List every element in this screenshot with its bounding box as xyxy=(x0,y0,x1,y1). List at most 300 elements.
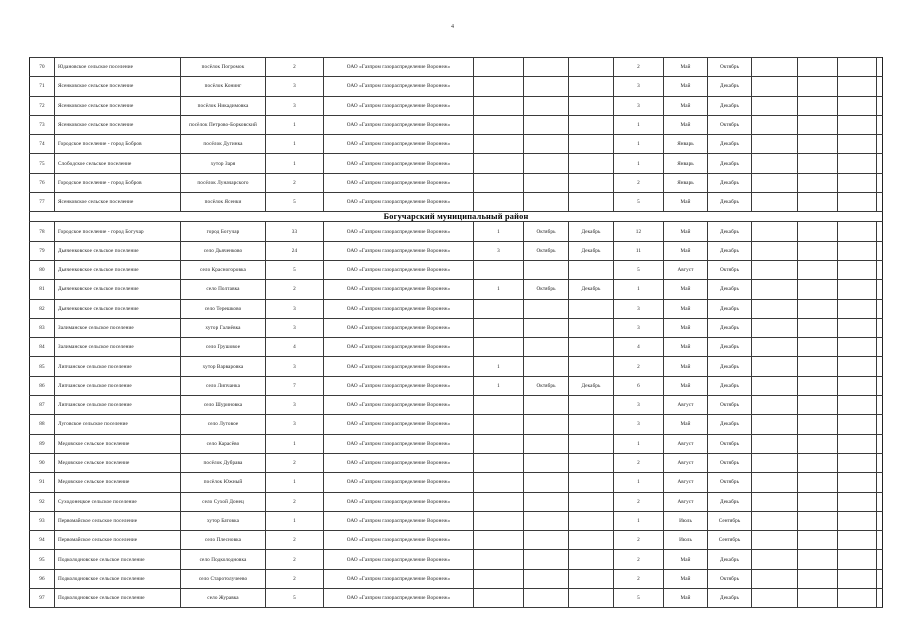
stage1-start-cell xyxy=(524,77,569,96)
stage2-end-cell: Октябрь xyxy=(708,58,752,77)
operator-cell: ОАО «Газпром газораспределение Воронеж» xyxy=(324,473,474,492)
stage1-count-cell xyxy=(474,396,524,415)
total-count-cell: 2 xyxy=(266,492,324,511)
extra-cell-3 xyxy=(838,589,877,608)
settlement-cell: Подколодновское сельское поселение xyxy=(55,589,181,608)
operator-cell: ОАО «Газпром газораспределение Воронеж» xyxy=(324,357,474,376)
settlement-cell: Дьяченковское сельское поселение xyxy=(55,280,181,299)
stage2-start-cell: Август xyxy=(664,453,708,472)
table-row xyxy=(30,338,883,357)
table-row xyxy=(30,280,883,299)
total-count-cell: 5 xyxy=(266,260,324,279)
extra-cell-1 xyxy=(752,193,798,212)
settlement-cell: Залиманское сельское поселение xyxy=(55,338,181,357)
locality-cell: село Липчанка xyxy=(181,376,266,395)
locality-cell: село Старотолучеево xyxy=(181,569,266,588)
stage2-count-cell: 3 xyxy=(614,299,664,318)
stage2-start-cell: Май xyxy=(664,58,708,77)
stage2-end-cell: Декабрь xyxy=(708,299,752,318)
extra-cell-1 xyxy=(752,434,798,453)
stage2-end-cell: Декабрь xyxy=(708,96,752,115)
stage2-start-cell: Август xyxy=(664,492,708,511)
extra-cell-4 xyxy=(877,115,883,134)
stage1-end-cell xyxy=(569,96,614,115)
extra-cell-3 xyxy=(838,241,877,260)
total-count-cell: 3 xyxy=(266,299,324,318)
total-count-cell: 33 xyxy=(266,222,324,241)
stage1-count-cell xyxy=(474,511,524,530)
extra-cell-4 xyxy=(877,511,883,530)
operator-cell: ОАО «Газпром газораспределение Воронеж» xyxy=(324,135,474,154)
row-number: 91 xyxy=(30,473,55,492)
stage1-count-cell xyxy=(474,173,524,192)
extra-cell-3 xyxy=(838,96,877,115)
stage2-end-cell: Октябрь xyxy=(708,396,752,415)
settlement-cell: Залиманское сельское поселение xyxy=(55,318,181,337)
row-number: 97 xyxy=(30,589,55,608)
row-number: 93 xyxy=(30,511,55,530)
table-row xyxy=(30,96,883,115)
locality-cell: село Дьяченково xyxy=(181,241,266,260)
extra-cell-3 xyxy=(838,58,877,77)
settlement-cell: Городское поселение - город Бобров xyxy=(55,173,181,192)
stage2-count-cell: 1 xyxy=(614,280,664,299)
extra-cell-1 xyxy=(752,357,798,376)
stage2-count-cell: 3 xyxy=(614,96,664,115)
total-count-cell: 1 xyxy=(266,511,324,530)
stage2-start-cell: Май xyxy=(664,376,708,395)
extra-cell-4 xyxy=(877,396,883,415)
stage1-start-cell xyxy=(524,550,569,569)
stage1-count-cell xyxy=(474,473,524,492)
settlement-cell: Юдановское сельское поселение xyxy=(55,58,181,77)
stage1-start-cell xyxy=(524,299,569,318)
stage2-count-cell: 1 xyxy=(614,115,664,134)
row-number: 75 xyxy=(30,154,55,173)
row-number: 85 xyxy=(30,357,55,376)
row-number: 95 xyxy=(30,550,55,569)
stage1-start-cell: Октябрь xyxy=(524,241,569,260)
total-count-cell: 2 xyxy=(266,58,324,77)
row-number: 86 xyxy=(30,376,55,395)
extra-cell-3 xyxy=(838,550,877,569)
locality-cell: посёлок Дубрава xyxy=(181,453,266,472)
extra-cell-1 xyxy=(752,511,798,530)
locality-cell: хутор Батовка xyxy=(181,511,266,530)
extra-cell-3 xyxy=(838,376,877,395)
operator-cell: ОАО «Газпром газораспределение Воронеж» xyxy=(324,569,474,588)
operator-cell: ОАО «Газпром газораспределение Воронеж» xyxy=(324,241,474,260)
row-number: 92 xyxy=(30,492,55,511)
extra-cell-2 xyxy=(798,318,838,337)
extra-cell-4 xyxy=(877,154,883,173)
extra-cell-2 xyxy=(798,338,838,357)
table-row xyxy=(30,260,883,279)
extra-cell-3 xyxy=(838,357,877,376)
stage1-count-cell xyxy=(474,589,524,608)
total-count-cell: 5 xyxy=(266,193,324,212)
settlement-cell: Липчанское сельское поселение xyxy=(55,357,181,376)
extra-cell-2 xyxy=(798,115,838,134)
stage2-start-cell: Август xyxy=(664,434,708,453)
stage1-start-cell xyxy=(524,473,569,492)
stage2-end-cell: Декабрь xyxy=(708,154,752,173)
table-row xyxy=(30,154,883,173)
extra-cell-4 xyxy=(877,492,883,511)
row-number: 79 xyxy=(30,241,55,260)
table-row xyxy=(30,453,883,472)
table-row xyxy=(30,357,883,376)
operator-cell: ОАО «Газпром газораспределение Воронеж» xyxy=(324,589,474,608)
extra-cell-3 xyxy=(838,193,877,212)
locality-cell: село Грушовое xyxy=(181,338,266,357)
stage1-count-cell xyxy=(474,299,524,318)
extra-cell-1 xyxy=(752,299,798,318)
extra-cell-1 xyxy=(752,550,798,569)
row-number: 88 xyxy=(30,415,55,434)
total-count-cell: 2 xyxy=(266,531,324,550)
settlement-cell: Липчанское сельское поселение xyxy=(55,396,181,415)
stage2-end-cell: Декабрь xyxy=(708,135,752,154)
stage1-end-cell xyxy=(569,193,614,212)
total-count-cell: 1 xyxy=(266,115,324,134)
stage2-count-cell: 6 xyxy=(614,376,664,395)
locality-cell: хутор Варваровка xyxy=(181,357,266,376)
stage1-count-cell xyxy=(474,77,524,96)
extra-cell-2 xyxy=(798,376,838,395)
extra-cell-1 xyxy=(752,154,798,173)
stage2-end-cell: Октябрь xyxy=(708,434,752,453)
stage1-end-cell xyxy=(569,173,614,192)
extra-cell-4 xyxy=(877,241,883,260)
extra-cell-4 xyxy=(877,357,883,376)
extra-cell-3 xyxy=(838,511,877,530)
total-count-cell: 7 xyxy=(266,376,324,395)
locality-cell: село Плесновка xyxy=(181,531,266,550)
stage2-start-cell: Август xyxy=(664,396,708,415)
stage1-count-cell: 1 xyxy=(474,222,524,241)
table-row xyxy=(30,550,883,569)
table-row xyxy=(30,589,883,608)
extra-cell-2 xyxy=(798,492,838,511)
stage2-count-cell: 11 xyxy=(614,241,664,260)
stage2-start-cell: Май xyxy=(664,193,708,212)
operator-cell: ОАО «Газпром газораспределение Воронеж» xyxy=(324,434,474,453)
extra-cell-4 xyxy=(877,473,883,492)
extra-cell-1 xyxy=(752,415,798,434)
stage1-count-cell xyxy=(474,453,524,472)
stage1-count-cell xyxy=(474,135,524,154)
stage2-count-cell: 1 xyxy=(614,511,664,530)
stage2-count-cell: 2 xyxy=(614,453,664,472)
extra-cell-2 xyxy=(798,550,838,569)
stage2-count-cell: 2 xyxy=(614,531,664,550)
operator-cell: ОАО «Газпром газораспределение Воронеж» xyxy=(324,338,474,357)
row-number: 80 xyxy=(30,260,55,279)
stage1-end-cell xyxy=(569,318,614,337)
extra-cell-1 xyxy=(752,492,798,511)
stage1-end-cell xyxy=(569,511,614,530)
stage1-count-cell: 1 xyxy=(474,376,524,395)
stage2-end-cell: Декабрь xyxy=(708,589,752,608)
stage1-start-cell xyxy=(524,154,569,173)
extra-cell-1 xyxy=(752,260,798,279)
row-number: 70 xyxy=(30,58,55,77)
stage2-start-cell: Май xyxy=(664,77,708,96)
stage2-start-cell: Май xyxy=(664,550,708,569)
total-count-cell: 1 xyxy=(266,135,324,154)
extra-cell-1 xyxy=(752,338,798,357)
extra-cell-2 xyxy=(798,58,838,77)
extra-cell-3 xyxy=(838,280,877,299)
settlement-cell: Ясенковское сельское поселение xyxy=(55,115,181,134)
extra-cell-1 xyxy=(752,241,798,260)
stage2-count-cell: 12 xyxy=(614,222,664,241)
stage1-end-cell xyxy=(569,492,614,511)
stage1-start-cell xyxy=(524,492,569,511)
stage2-start-cell: Май xyxy=(664,280,708,299)
settlement-cell: Медовское сельское поселение xyxy=(55,473,181,492)
operator-cell: ОАО «Газпром газораспределение Воронеж» xyxy=(324,96,474,115)
stage1-start-cell xyxy=(524,318,569,337)
total-count-cell: 2 xyxy=(266,173,324,192)
locality-cell: село Шуриновка xyxy=(181,396,266,415)
extra-cell-2 xyxy=(798,193,838,212)
extra-cell-1 xyxy=(752,453,798,472)
table-row xyxy=(30,434,883,453)
extra-cell-3 xyxy=(838,473,877,492)
operator-cell: ОАО «Газпром газораспределение Воронеж» xyxy=(324,453,474,472)
stage1-end-cell: Декабрь xyxy=(569,280,614,299)
settlement-cell: Медовское сельское поселение xyxy=(55,434,181,453)
table-row xyxy=(30,193,883,212)
locality-cell: посёлок Южный xyxy=(181,473,266,492)
settlement-cell: Первомайское сельское поселение xyxy=(55,511,181,530)
locality-cell: посёлок Петрово-Борковский xyxy=(181,115,266,134)
settlement-cell: Подколодновское сельское поселение xyxy=(55,569,181,588)
locality-cell: село Красногоровка xyxy=(181,260,266,279)
row-number: 72 xyxy=(30,96,55,115)
locality-cell: село Карасёво xyxy=(181,434,266,453)
extra-cell-3 xyxy=(838,569,877,588)
extra-cell-3 xyxy=(838,154,877,173)
stage1-end-cell xyxy=(569,154,614,173)
row-number: 94 xyxy=(30,531,55,550)
extra-cell-3 xyxy=(838,115,877,134)
stage1-end-cell xyxy=(569,415,614,434)
stage2-start-cell: Май xyxy=(664,222,708,241)
stage2-start-cell: Май xyxy=(664,241,708,260)
table-row xyxy=(30,222,883,241)
gasification-schedule-table xyxy=(29,57,883,608)
stage1-start-cell xyxy=(524,135,569,154)
stage2-count-cell: 1 xyxy=(614,135,664,154)
stage1-count-cell xyxy=(474,531,524,550)
stage2-start-cell: Июль xyxy=(664,531,708,550)
settlement-cell: Городское поселение - город Бобров xyxy=(55,135,181,154)
table-row xyxy=(30,396,883,415)
stage1-start-cell xyxy=(524,396,569,415)
stage2-count-cell: 1 xyxy=(614,434,664,453)
extra-cell-3 xyxy=(838,318,877,337)
stage2-end-cell: Октябрь xyxy=(708,115,752,134)
stage1-start-cell xyxy=(524,434,569,453)
stage1-end-cell xyxy=(569,58,614,77)
stage2-end-cell: Октябрь xyxy=(708,260,752,279)
operator-cell: ОАО «Газпром газораспределение Воронеж» xyxy=(324,511,474,530)
operator-cell: ОАО «Газпром газораспределение Воронеж» xyxy=(324,531,474,550)
stage1-count-cell xyxy=(474,115,524,134)
locality-cell: посёлок Ясенки xyxy=(181,193,266,212)
table-row xyxy=(30,376,883,395)
table-row xyxy=(30,511,883,530)
extra-cell-1 xyxy=(752,96,798,115)
extra-cell-3 xyxy=(838,260,877,279)
extra-cell-4 xyxy=(877,550,883,569)
stage1-count-cell xyxy=(474,260,524,279)
table-row xyxy=(30,58,883,77)
locality-cell: село Сухой Донец xyxy=(181,492,266,511)
settlement-cell: Медовское сельское поселение xyxy=(55,453,181,472)
stage2-start-cell: Май xyxy=(664,115,708,134)
row-number: 71 xyxy=(30,77,55,96)
stage2-end-cell: Октябрь xyxy=(708,473,752,492)
extra-cell-3 xyxy=(838,396,877,415)
stage2-start-cell: Май xyxy=(664,96,708,115)
extra-cell-2 xyxy=(798,299,838,318)
locality-cell: посёлок Погромок xyxy=(181,58,266,77)
stage1-start-cell xyxy=(524,338,569,357)
table-row xyxy=(30,115,883,134)
extra-cell-3 xyxy=(838,453,877,472)
extra-cell-4 xyxy=(877,453,883,472)
extra-cell-4 xyxy=(877,77,883,96)
total-count-cell: 1 xyxy=(266,154,324,173)
table-row xyxy=(30,135,883,154)
operator-cell: ОАО «Газпром газораспределение Воронеж» xyxy=(324,58,474,77)
row-number: 73 xyxy=(30,115,55,134)
locality-cell: село Лутовое xyxy=(181,415,266,434)
stage1-end-cell xyxy=(569,135,614,154)
stage1-start-cell: Октябрь xyxy=(524,222,569,241)
extra-cell-1 xyxy=(752,396,798,415)
stage1-end-cell xyxy=(569,115,614,134)
total-count-cell: 4 xyxy=(266,338,324,357)
stage1-start-cell xyxy=(524,58,569,77)
stage2-end-cell: Сентябрь xyxy=(708,511,752,530)
extra-cell-4 xyxy=(877,415,883,434)
row-number: 77 xyxy=(30,193,55,212)
operator-cell: ОАО «Газпром газораспределение Воронеж» xyxy=(324,376,474,395)
extra-cell-4 xyxy=(877,173,883,192)
stage2-start-cell: Июль xyxy=(664,511,708,530)
stage2-start-cell: Январь xyxy=(664,173,708,192)
stage2-start-cell: Май xyxy=(664,357,708,376)
extra-cell-2 xyxy=(798,357,838,376)
stage2-count-cell: 2 xyxy=(614,173,664,192)
extra-cell-4 xyxy=(877,376,883,395)
stage1-end-cell xyxy=(569,434,614,453)
stage1-end-cell xyxy=(569,357,614,376)
extra-cell-1 xyxy=(752,222,798,241)
stage2-count-cell: 1 xyxy=(614,473,664,492)
stage1-count-cell xyxy=(474,434,524,453)
operator-cell: ОАО «Газпром газораспределение Воронеж» xyxy=(324,550,474,569)
stage2-end-cell: Декабрь xyxy=(708,193,752,212)
stage1-count-cell xyxy=(474,193,524,212)
locality-cell: посёлок Никадимовка xyxy=(181,96,266,115)
total-count-cell: 3 xyxy=(266,415,324,434)
operator-cell: ОАО «Газпром газораспределение Воронеж» xyxy=(324,77,474,96)
extra-cell-1 xyxy=(752,473,798,492)
total-count-cell: 1 xyxy=(266,473,324,492)
stage1-start-cell xyxy=(524,115,569,134)
extra-cell-2 xyxy=(798,511,838,530)
region-section xyxy=(30,212,883,222)
extra-cell-2 xyxy=(798,222,838,241)
locality-cell: село Полтавка xyxy=(181,280,266,299)
stage2-count-cell: 2 xyxy=(614,357,664,376)
row-number: 82 xyxy=(30,299,55,318)
extra-cell-2 xyxy=(798,569,838,588)
stage1-count-cell xyxy=(474,154,524,173)
stage1-count-cell xyxy=(474,96,524,115)
stage2-end-cell: Декабрь xyxy=(708,338,752,357)
stage1-end-cell xyxy=(569,77,614,96)
stage1-end-cell xyxy=(569,453,614,472)
extra-cell-4 xyxy=(877,96,883,115)
stage2-count-cell: 3 xyxy=(614,77,664,96)
total-count-cell: 3 xyxy=(266,77,324,96)
total-count-cell: 3 xyxy=(266,96,324,115)
row-number: 83 xyxy=(30,318,55,337)
operator-cell: ОАО «Газпром газораспределение Воронеж» xyxy=(324,193,474,212)
extra-cell-1 xyxy=(752,135,798,154)
settlement-cell: Дьяченковское сельское поселение xyxy=(55,241,181,260)
stage2-count-cell: 1 xyxy=(614,154,664,173)
settlement-cell: Липчанское сельское поселение xyxy=(55,376,181,395)
stage1-start-cell xyxy=(524,453,569,472)
extra-cell-3 xyxy=(838,434,877,453)
stage2-count-cell: 2 xyxy=(614,569,664,588)
stage2-end-cell: Декабрь xyxy=(708,415,752,434)
settlement-cell: Ясенковское сельское поселение xyxy=(55,96,181,115)
row-number: 81 xyxy=(30,280,55,299)
locality-cell: посёлок Дугинка xyxy=(181,135,266,154)
stage2-count-cell: 2 xyxy=(614,58,664,77)
extra-cell-3 xyxy=(838,77,877,96)
extra-cell-1 xyxy=(752,173,798,192)
extra-cell-3 xyxy=(838,338,877,357)
extra-cell-2 xyxy=(798,77,838,96)
locality-cell: посёлок Луначарского xyxy=(181,173,266,192)
extra-cell-4 xyxy=(877,338,883,357)
settlement-cell: Суходонецкое сельское поселение xyxy=(55,492,181,511)
stage2-count-cell: 2 xyxy=(614,550,664,569)
extra-cell-4 xyxy=(877,135,883,154)
page-number: 4 xyxy=(451,24,454,30)
total-count-cell: 3 xyxy=(266,396,324,415)
stage1-start-cell: Октябрь xyxy=(524,280,569,299)
settlement-cell: Дьяченковское сельское поселение xyxy=(55,299,181,318)
locality-cell: село Терешково xyxy=(181,299,266,318)
extra-cell-2 xyxy=(798,531,838,550)
table-row xyxy=(30,241,883,260)
extra-cell-1 xyxy=(752,531,798,550)
stage1-start-cell xyxy=(524,260,569,279)
settlement-cell: Ясенковское сельское поселение xyxy=(55,77,181,96)
extra-cell-2 xyxy=(798,473,838,492)
